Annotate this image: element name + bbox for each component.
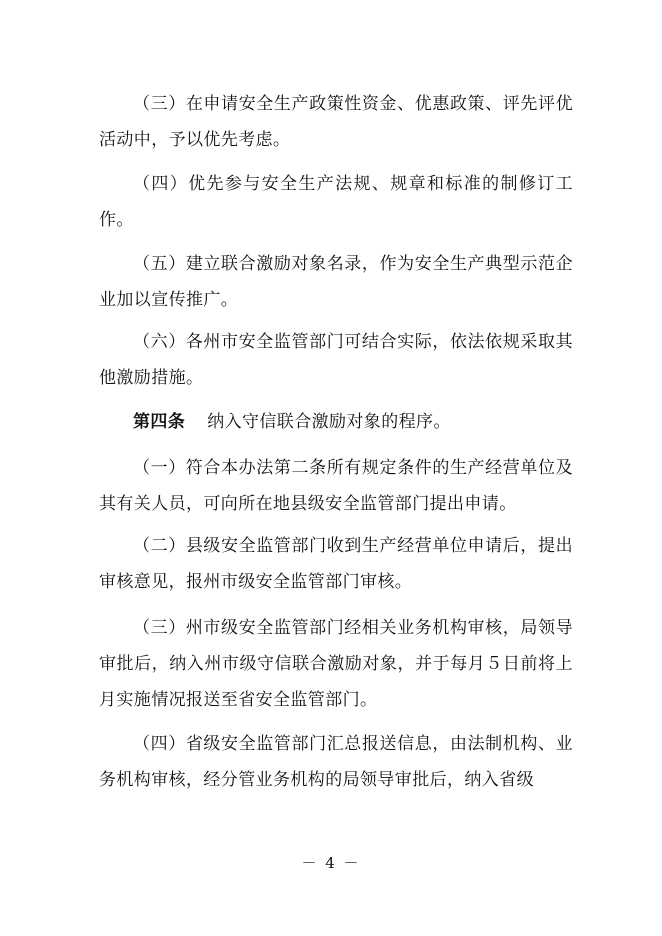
page-number: － 4 － <box>301 854 361 872</box>
procedure-step-4: （四）省级安全监管部门汇总报送信息，由法制机构、业务机构审核，经分管业务机构的局领导审批后，纳入省级 <box>99 734 573 790</box>
paragraph-incentive-4: （四）优先参与安全生产法规、规章和标准的制修订工作。 <box>99 174 573 230</box>
paragraph-incentive-6: （六）各州市安全监管部门可结合实际，依法依规采取其他激励措施。 <box>99 332 573 388</box>
procedure-step-1: （一）符合本办法第二条所有规定条件的生产经营单位及其有关人员，可向所在地县级安全监管部门提出申请。 <box>99 458 573 514</box>
procedure-step-2: （二）县级安全监管部门收到生产经营单位申请后，提出审核意见，报州市级安全监管部门审核。 <box>99 536 573 592</box>
paragraph-incentive-5: （五）建立联合激励对象名录，作为安全生产典型示范企业加以宣传推广。 <box>99 254 573 310</box>
paragraph-incentive-3: （三）在申请安全生产政策性资金、优惠政策、评先评优活动中，予以优先考虑。 <box>99 94 573 150</box>
article-title: 纳入守信联合激励对象的程序。 <box>207 412 451 432</box>
procedure-step-3: （三）州市级安全监管部门经相关业务机构审核，局领导审批后，纳入州市级守信联合激励对象，并于每月５日前将上月实施情况报送至省安全监管部门。 <box>99 618 573 710</box>
article-heading <box>99 404 573 440</box>
article-label: 第四条 <box>133 412 186 432</box>
